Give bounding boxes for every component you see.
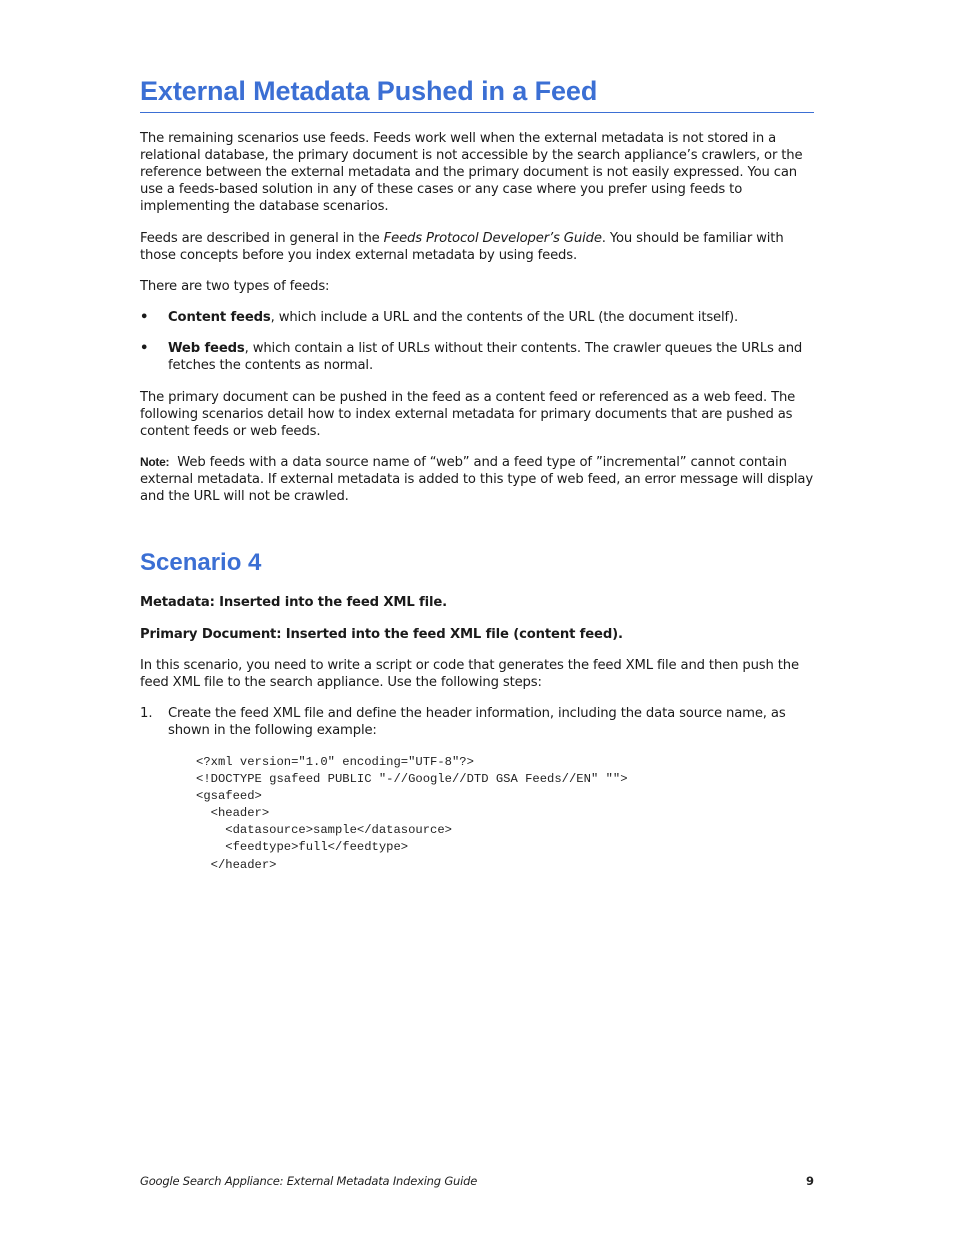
bullet-term: Content feeds xyxy=(168,310,271,325)
page-title: External Metadata Pushed in a Feed xyxy=(140,76,598,106)
note-text: Web feeds with a data source name of “web” and a feed type of ”incremental” cannot contain external metadata. If external metadata is added to this type of web feed, an error message will display and the URL will not be crawled. xyxy=(140,455,813,504)
bullet-text xyxy=(168,309,814,326)
scenario-heading: Scenario 4 xyxy=(140,549,262,576)
intro-paragraph: The remaining scenarios use feeds. Feeds work well when the external metadata is not stored in a relational database, the primary document is not accessible by the search appliance’s crawlers, or the reference between the external metadata and the primary document is not easily expressed. You can use a feeds-based solution in any of these cases or any case where you prefer using feeds to implementing the database scenarios. xyxy=(140,131,803,214)
footer-page-number: 9 xyxy=(805,1174,814,1188)
two-types-paragraph: There are two types of feeds: xyxy=(140,279,330,294)
bullet-marker: • xyxy=(140,310,149,325)
bullet-description: , which include a URL and the contents of the URL (the document itself). xyxy=(270,310,739,325)
primary-document-line xyxy=(140,626,814,643)
metadata-line-text: Metadata: Inserted into the feed XML file. xyxy=(140,595,448,610)
footer-guide-title: Google Search Appliance: External Metadata Indexing Guide xyxy=(140,1174,478,1188)
step-text: Create the feed XML file and define the header information, including the data source name, as shown in the following example: xyxy=(168,706,786,738)
note-paragraph xyxy=(140,454,814,505)
title-underline xyxy=(140,112,814,113)
metadata-line xyxy=(140,594,814,611)
scenario-intro-paragraph: In this scenario, you need to write a script or code that generates the feed XML file and then push the feed XML file to the search appliance. Use the following steps: xyxy=(140,658,799,690)
step-number: 1. xyxy=(140,706,153,721)
xml-code-block: <?xml version="1.0" encoding="UTF-8"?> <!DOCTYPE gsafeed PUBLIC "-//Google//DTD GSA Feeds//EN" ""> <gsafeed> <header> <datasource>sample</datasource> <feedtype>full</feedtype> </header> xyxy=(196,755,628,872)
primary-document-line-text: Primary Document: Inserted into the feed XML file (content feed). xyxy=(140,627,623,642)
feeds-guide-title: Feeds Protocol Developer’s Guide xyxy=(383,231,602,246)
bullet-text xyxy=(168,340,814,374)
primary-document-paragraph: The primary document can be pushed in the feed as a content feed or referenced as a web feed. The following scenarios detail how to index external metadata for primary documents that are pushed as content feeds or web feeds. xyxy=(140,390,796,439)
feeds-desc-before: Feeds are described in general in the xyxy=(140,231,384,246)
bullet-term: Web feeds xyxy=(168,341,245,356)
bullet-description: , which contain a list of URLs without their contents. The crawler queues the URLs and fetches the contents as normal. xyxy=(168,341,803,373)
feeds-desc-after: . You should be familiar with those concepts before you index external metadata by using feeds. xyxy=(140,231,784,263)
note-label: Note: xyxy=(140,455,170,469)
bullet-marker: • xyxy=(140,341,149,356)
feeds-description-paragraph xyxy=(140,230,814,264)
